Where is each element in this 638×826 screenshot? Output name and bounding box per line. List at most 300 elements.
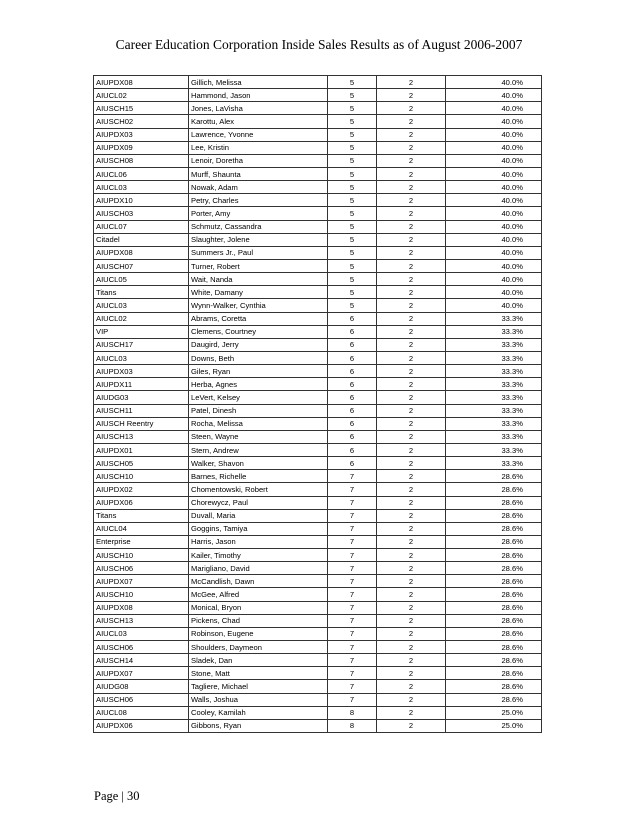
location-cell: AIUSCH07 (94, 259, 189, 272)
percent-cell: 40.0% (446, 167, 542, 180)
count-cell: 5 (328, 128, 377, 141)
table-row (94, 470, 542, 483)
enrolled-cell: 2 (377, 522, 446, 535)
enrolled-cell: 2 (377, 404, 446, 417)
table-row (94, 601, 542, 614)
enrolled-cell: 2 (377, 588, 446, 601)
percent-cell: 25.0% (446, 719, 542, 732)
rep-name-cell: Gibbons, Ryan (189, 719, 328, 732)
location-cell: AIUPDX03 (94, 128, 189, 141)
count-cell: 7 (328, 522, 377, 535)
table-row (94, 312, 542, 325)
location-cell: AIUPDX09 (94, 141, 189, 154)
enrolled-cell: 2 (377, 627, 446, 640)
table-row (94, 391, 542, 404)
count-cell: 5 (328, 194, 377, 207)
percent-cell: 33.3% (446, 338, 542, 351)
percent-cell: 40.0% (446, 141, 542, 154)
rep-name-cell: Stone, Matt (189, 667, 328, 680)
location-cell: AIUCL02 (94, 312, 189, 325)
table-row (94, 141, 542, 154)
enrolled-cell: 2 (377, 680, 446, 693)
rep-name-cell: Porter, Amy (189, 207, 328, 220)
count-cell: 7 (328, 496, 377, 509)
enrolled-cell: 2 (377, 667, 446, 680)
location-cell: AIUPDX11 (94, 378, 189, 391)
count-cell: 7 (328, 654, 377, 667)
enrolled-cell: 2 (377, 76, 446, 89)
percent-cell: 28.6% (446, 575, 542, 588)
location-cell: AIUPDX07 (94, 575, 189, 588)
enrolled-cell: 2 (377, 89, 446, 102)
rep-name-cell: Goggins, Tamiya (189, 522, 328, 535)
location-cell: Titans (94, 286, 189, 299)
count-cell: 8 (328, 719, 377, 732)
count-cell: 7 (328, 627, 377, 640)
count-cell: 7 (328, 483, 377, 496)
location-cell: AIUCL03 (94, 181, 189, 194)
rep-name-cell: Slaughter, Jolene (189, 233, 328, 246)
rep-name-cell: Chomentowski, Robert (189, 483, 328, 496)
table-row (94, 588, 542, 601)
rep-name-cell: Kailer, Timothy (189, 549, 328, 562)
location-cell: AIUSCH10 (94, 470, 189, 483)
enrolled-cell: 2 (377, 128, 446, 141)
location-cell: Citadel (94, 233, 189, 246)
table-row (94, 443, 542, 456)
table-row (94, 654, 542, 667)
percent-cell: 33.3% (446, 312, 542, 325)
table-row (94, 299, 542, 312)
table-row (94, 351, 542, 364)
table-row (94, 667, 542, 680)
percent-cell: 33.3% (446, 325, 542, 338)
location-cell: AIUCL04 (94, 522, 189, 535)
rep-name-cell: Robinson, Eugene (189, 627, 328, 640)
percent-cell: 33.3% (446, 457, 542, 470)
percent-cell: 33.3% (446, 391, 542, 404)
location-cell: AIUDG03 (94, 391, 189, 404)
rep-name-cell: Abrams, Coretta (189, 312, 328, 325)
rep-name-cell: Harris, Jason (189, 535, 328, 548)
enrolled-cell: 2 (377, 115, 446, 128)
count-cell: 5 (328, 246, 377, 259)
location-cell: VIP (94, 325, 189, 338)
enrolled-cell: 2 (377, 483, 446, 496)
percent-cell: 28.6% (446, 641, 542, 654)
rep-name-cell: Duvall, Maria (189, 509, 328, 522)
count-cell: 7 (328, 575, 377, 588)
table-row (94, 575, 542, 588)
percent-cell: 33.3% (446, 378, 542, 391)
count-cell: 5 (328, 207, 377, 220)
count-cell: 5 (328, 273, 377, 286)
rep-name-cell: Barnes, Richelle (189, 470, 328, 483)
table-row (94, 641, 542, 654)
rep-name-cell: White, Damany (189, 286, 328, 299)
table-row (94, 286, 542, 299)
enrolled-cell: 2 (377, 286, 446, 299)
location-cell: AIUCL08 (94, 706, 189, 719)
location-cell: AIUCL05 (94, 273, 189, 286)
rep-name-cell: Wynn-Walker, Cynthia (189, 299, 328, 312)
table-row (94, 549, 542, 562)
rep-name-cell: Daugird, Jerry (189, 338, 328, 351)
count-cell: 7 (328, 601, 377, 614)
count-cell: 6 (328, 365, 377, 378)
table-row (94, 680, 542, 693)
count-cell: 6 (328, 404, 377, 417)
count-cell: 6 (328, 417, 377, 430)
table-row (94, 102, 542, 115)
percent-cell: 28.6% (446, 601, 542, 614)
location-cell: AIUCL03 (94, 627, 189, 640)
rep-name-cell: Lee, Kristin (189, 141, 328, 154)
table-row (94, 706, 542, 719)
location-cell: AIUCL02 (94, 89, 189, 102)
location-cell: AIUPDX08 (94, 76, 189, 89)
enrolled-cell: 2 (377, 601, 446, 614)
rep-name-cell: Pickens, Chad (189, 614, 328, 627)
table-row (94, 259, 542, 272)
location-cell: AIUCL03 (94, 299, 189, 312)
location-cell: AIUCL06 (94, 167, 189, 180)
rep-name-cell: McGee, Alfred (189, 588, 328, 601)
percent-cell: 28.6% (446, 588, 542, 601)
location-cell: AIUSCH17 (94, 338, 189, 351)
percent-cell: 28.6% (446, 470, 542, 483)
table-row (94, 430, 542, 443)
enrolled-cell: 2 (377, 614, 446, 627)
rep-name-cell: Herba, Agnes (189, 378, 328, 391)
percent-cell: 40.0% (446, 154, 542, 167)
enrolled-cell: 2 (377, 562, 446, 575)
location-cell: AIUSCH03 (94, 207, 189, 220)
table-row (94, 338, 542, 351)
rep-name-cell: Monical, Bryon (189, 601, 328, 614)
table-row (94, 194, 542, 207)
percent-cell: 40.0% (446, 181, 542, 194)
count-cell: 7 (328, 667, 377, 680)
location-cell: AIUSCH06 (94, 693, 189, 706)
enrolled-cell: 2 (377, 706, 446, 719)
location-cell: AIUSCH06 (94, 641, 189, 654)
table-row (94, 535, 542, 548)
table-row (94, 154, 542, 167)
enrolled-cell: 2 (377, 575, 446, 588)
rep-name-cell: Cooley, Kamilah (189, 706, 328, 719)
enrolled-cell: 2 (377, 496, 446, 509)
rep-name-cell: Chorewycz, Paul (189, 496, 328, 509)
location-cell: AIUSCH14 (94, 654, 189, 667)
percent-cell: 40.0% (446, 220, 542, 233)
count-cell: 7 (328, 693, 377, 706)
percent-cell: 33.3% (446, 351, 542, 364)
percent-cell: 40.0% (446, 76, 542, 89)
rep-name-cell: Tagliere, Michael (189, 680, 328, 693)
table-row (94, 522, 542, 535)
count-cell: 6 (328, 338, 377, 351)
percent-cell: 28.6% (446, 535, 542, 548)
percent-cell: 40.0% (446, 259, 542, 272)
location-cell: AIUPDX08 (94, 246, 189, 259)
rep-name-cell: Petry, Charles (189, 194, 328, 207)
enrolled-cell: 2 (377, 365, 446, 378)
rep-name-cell: Karottu, Alex (189, 115, 328, 128)
percent-cell: 28.6% (446, 627, 542, 640)
location-cell: AIUSCH10 (94, 588, 189, 601)
table-row (94, 325, 542, 338)
count-cell: 5 (328, 233, 377, 246)
count-cell: 5 (328, 115, 377, 128)
results-table (93, 75, 542, 733)
rep-name-cell: Nowak, Adam (189, 181, 328, 194)
count-cell: 6 (328, 391, 377, 404)
location-cell: AIUCL03 (94, 351, 189, 364)
table-row (94, 404, 542, 417)
count-cell: 7 (328, 641, 377, 654)
enrolled-cell: 2 (377, 391, 446, 404)
percent-cell: 28.6% (446, 680, 542, 693)
enrolled-cell: 2 (377, 167, 446, 180)
table-row (94, 181, 542, 194)
enrolled-cell: 2 (377, 378, 446, 391)
table-row (94, 627, 542, 640)
enrolled-cell: 2 (377, 509, 446, 522)
enrolled-cell: 2 (377, 154, 446, 167)
location-cell: AIUSCH Reentry (94, 417, 189, 430)
count-cell: 7 (328, 470, 377, 483)
percent-cell: 40.0% (446, 128, 542, 141)
count-cell: 6 (328, 457, 377, 470)
table-row (94, 207, 542, 220)
table-row (94, 693, 542, 706)
location-cell: AIUPDX02 (94, 483, 189, 496)
percent-cell: 28.6% (446, 522, 542, 535)
rep-name-cell: Turner, Robert (189, 259, 328, 272)
count-cell: 6 (328, 443, 377, 456)
rep-name-cell: Walls, Joshua (189, 693, 328, 706)
enrolled-cell: 2 (377, 443, 446, 456)
location-cell: Enterprise (94, 535, 189, 548)
location-cell: AIUSCH02 (94, 115, 189, 128)
rep-name-cell: Stern, Andrew (189, 443, 328, 456)
rep-name-cell: Wait, Nanda (189, 273, 328, 286)
count-cell: 6 (328, 325, 377, 338)
count-cell: 6 (328, 312, 377, 325)
percent-cell: 40.0% (446, 194, 542, 207)
rep-name-cell: Hammond, Jason (189, 89, 328, 102)
table-row (94, 365, 542, 378)
count-cell: 5 (328, 167, 377, 180)
percent-cell: 40.0% (446, 89, 542, 102)
count-cell: 5 (328, 299, 377, 312)
count-cell: 7 (328, 614, 377, 627)
rep-name-cell: Giles, Ryan (189, 365, 328, 378)
rep-name-cell: Marigliano, David (189, 562, 328, 575)
count-cell: 7 (328, 509, 377, 522)
enrolled-cell: 2 (377, 351, 446, 364)
location-cell: AIUPDX07 (94, 667, 189, 680)
table-row (94, 562, 542, 575)
location-cell: AIUPDX08 (94, 601, 189, 614)
count-cell: 6 (328, 430, 377, 443)
location-cell: AIUSCH08 (94, 154, 189, 167)
table-row (94, 233, 542, 246)
percent-cell: 28.6% (446, 562, 542, 575)
enrolled-cell: 2 (377, 312, 446, 325)
rep-name-cell: Gillich, Melissa (189, 76, 328, 89)
results-table-body (94, 76, 542, 733)
percent-cell: 40.0% (446, 102, 542, 115)
percent-cell: 40.0% (446, 246, 542, 259)
percent-cell: 40.0% (446, 286, 542, 299)
percent-cell: 40.0% (446, 207, 542, 220)
location-cell: AIUSCH15 (94, 102, 189, 115)
rep-name-cell: LeVert, Kelsey (189, 391, 328, 404)
table-row (94, 76, 542, 89)
location-cell: AIUPDX10 (94, 194, 189, 207)
rep-name-cell: Lenoir, Doretha (189, 154, 328, 167)
rep-name-cell: Walker, Shavon (189, 457, 328, 470)
enrolled-cell: 2 (377, 641, 446, 654)
page-title: Career Education Corporation Inside Sales Results as of August 2006-2007 (115, 37, 523, 52)
percent-cell: 28.6% (446, 667, 542, 680)
page-number: Page | 30 (94, 789, 140, 803)
rep-name-cell: Jones, LaVisha (189, 102, 328, 115)
percent-cell: 25.0% (446, 706, 542, 719)
table-row (94, 719, 542, 732)
rep-name-cell: Downs, Beth (189, 351, 328, 364)
table-row (94, 128, 542, 141)
enrolled-cell: 2 (377, 430, 446, 443)
percent-cell: 40.0% (446, 273, 542, 286)
rep-name-cell: Schmutz, Cassandra (189, 220, 328, 233)
count-cell: 7 (328, 535, 377, 548)
enrolled-cell: 2 (377, 535, 446, 548)
location-cell: AIUSCH11 (94, 404, 189, 417)
enrolled-cell: 2 (377, 220, 446, 233)
count-cell: 7 (328, 680, 377, 693)
percent-cell: 33.3% (446, 365, 542, 378)
rep-name-cell: Steen, Wayne (189, 430, 328, 443)
count-cell: 8 (328, 706, 377, 719)
percent-cell: 40.0% (446, 299, 542, 312)
rep-name-cell: Patel, Dinesh (189, 404, 328, 417)
table-row (94, 496, 542, 509)
percent-cell: 40.0% (446, 115, 542, 128)
table-row (94, 115, 542, 128)
enrolled-cell: 2 (377, 325, 446, 338)
table-row (94, 89, 542, 102)
table-row (94, 273, 542, 286)
count-cell: 5 (328, 259, 377, 272)
enrolled-cell: 2 (377, 102, 446, 115)
enrolled-cell: 2 (377, 273, 446, 286)
location-cell: AIUPDX06 (94, 496, 189, 509)
percent-cell: 28.6% (446, 509, 542, 522)
enrolled-cell: 2 (377, 457, 446, 470)
percent-cell: 28.6% (446, 483, 542, 496)
rep-name-cell: McCandlish, Dawn (189, 575, 328, 588)
count-cell: 6 (328, 351, 377, 364)
table-row (94, 417, 542, 430)
location-cell: AIUSCH05 (94, 457, 189, 470)
count-cell: 5 (328, 154, 377, 167)
count-cell: 7 (328, 549, 377, 562)
count-cell: 5 (328, 76, 377, 89)
percent-cell: 33.3% (446, 430, 542, 443)
enrolled-cell: 2 (377, 259, 446, 272)
count-cell: 5 (328, 286, 377, 299)
percent-cell: 28.6% (446, 693, 542, 706)
enrolled-cell: 2 (377, 181, 446, 194)
enrolled-cell: 2 (377, 693, 446, 706)
percent-cell: 33.3% (446, 443, 542, 456)
enrolled-cell: 2 (377, 719, 446, 732)
location-cell: AIUSCH10 (94, 549, 189, 562)
location-cell: AIUSCH13 (94, 614, 189, 627)
rep-name-cell: Lawrence, Yvonne (189, 128, 328, 141)
percent-cell: 33.3% (446, 404, 542, 417)
location-cell: AIUCL07 (94, 220, 189, 233)
percent-cell: 28.6% (446, 654, 542, 667)
enrolled-cell: 2 (377, 141, 446, 154)
enrolled-cell: 2 (377, 338, 446, 351)
enrolled-cell: 2 (377, 470, 446, 483)
table-row (94, 457, 542, 470)
location-cell: AIUSCH06 (94, 562, 189, 575)
location-cell: AIUSCH13 (94, 430, 189, 443)
rep-name-cell: Clemens, Courtney (189, 325, 328, 338)
percent-cell: 33.3% (446, 417, 542, 430)
count-cell: 5 (328, 89, 377, 102)
enrolled-cell: 2 (377, 417, 446, 430)
table-row (94, 378, 542, 391)
rep-name-cell: Summers Jr., Paul (189, 246, 328, 259)
count-cell: 7 (328, 562, 377, 575)
percent-cell: 28.6% (446, 496, 542, 509)
enrolled-cell: 2 (377, 654, 446, 667)
table-row (94, 246, 542, 259)
percent-cell: 28.6% (446, 549, 542, 562)
table-row (94, 614, 542, 627)
table-row (94, 509, 542, 522)
percent-cell: 28.6% (446, 614, 542, 627)
location-cell: AIUDG08 (94, 680, 189, 693)
rep-name-cell: Shoulders, Daymeon (189, 641, 328, 654)
enrolled-cell: 2 (377, 549, 446, 562)
table-row (94, 167, 542, 180)
enrolled-cell: 2 (377, 207, 446, 220)
count-cell: 7 (328, 588, 377, 601)
location-cell: AIUPDX01 (94, 443, 189, 456)
table-row (94, 220, 542, 233)
rep-name-cell: Murff, Shaunta (189, 167, 328, 180)
location-cell: AIUPDX03 (94, 365, 189, 378)
location-cell: Titans (94, 509, 189, 522)
count-cell: 5 (328, 181, 377, 194)
percent-cell: 40.0% (446, 233, 542, 246)
enrolled-cell: 2 (377, 299, 446, 312)
location-cell: AIUPDX06 (94, 719, 189, 732)
enrolled-cell: 2 (377, 233, 446, 246)
count-cell: 5 (328, 220, 377, 233)
enrolled-cell: 2 (377, 194, 446, 207)
rep-name-cell: Rocha, Melissa (189, 417, 328, 430)
count-cell: 5 (328, 102, 377, 115)
table-row (94, 483, 542, 496)
